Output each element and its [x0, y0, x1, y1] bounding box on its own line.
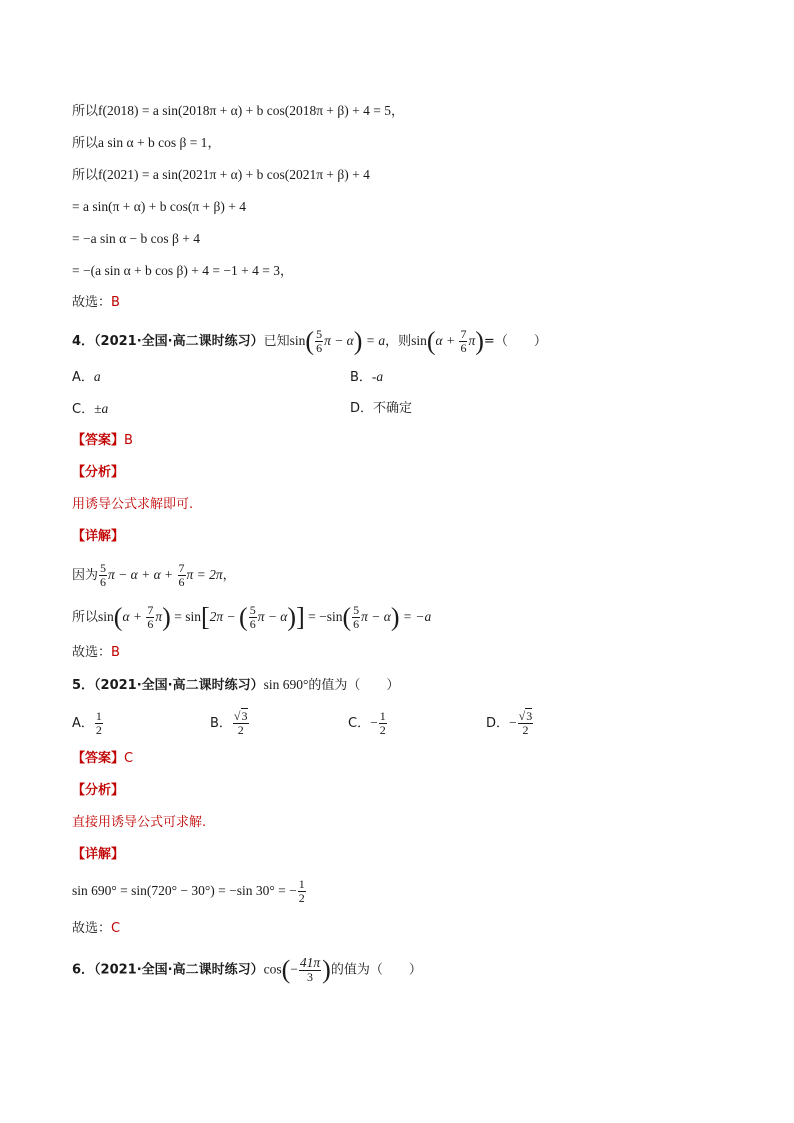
formula: = −(a sin α + b cos β) + 4 = −1 + 4 = 3 [72, 263, 280, 278]
q5-detail-tag: 【详解】 [72, 847, 125, 862]
q4-detail-line-2: 所以sin(α + $\frac{7}{6}$ π) = sin[2π − ( $\frac{5}{6}$ π − α)] = −sin( $\frac{5}{6}$ π − α) = −a [72, 602, 432, 632]
q5-detail-line: sin 690° = sin(720° − 30°) = −sin 30° = − $\frac{1}{2}$ [72, 877, 305, 905]
q5-analysis-tag: 【分析】 [72, 783, 125, 798]
q4-option-a: A．a [72, 369, 101, 385]
formula: = −a sin α − b cos β + 4 [72, 231, 201, 246]
formula: f(2021) = a sin(2021π + α) + b cos(2021π + β) + 4 [98, 167, 370, 182]
q4-detail-tag: 【详解】 [72, 529, 125, 544]
q5-analysis-text: 直接用诱导公式可求解. [72, 815, 207, 830]
solution-line-4 [72, 196, 246, 219]
q4-option-c: C．±a [72, 401, 109, 417]
q4-answer: 【答案】B [72, 433, 133, 448]
solution-line-3: 所以f(2021) = a sin(2021π + α) + b cos(2021π + β) + 4 [72, 167, 370, 183]
formula: f(2018) = a sin(2018π + α) + b cos(2018π + β) + 4 = 5 [98, 103, 391, 118]
final-answer-3: 故选：B [72, 295, 120, 310]
q5-option-d: D．− $\frac{√3}{2}$ [486, 709, 533, 737]
q4-analysis-tag: 【分析】 [72, 465, 125, 480]
q5-option-b: B． $\frac{√3}{2}$ [210, 709, 248, 737]
question-6-stem: 6．（2021·全国·高二课时练习）cos(− $\frac{41\pi}{3}$ )的值为（ ） [72, 955, 422, 984]
q5-option-a: A． $\frac{1}{2}$ [72, 709, 102, 737]
formula: a sin α + b cos β = 1 [98, 135, 208, 150]
q4-final-answer: 故选：B [72, 645, 120, 660]
q5-option-c: C．− $\frac{1}{2}$ [348, 709, 386, 737]
q4-option-b: B．-a [350, 369, 384, 385]
q4-detail-line-1: 因为 $\frac{5}{6}$ π − α + α + $\frac{7}{6}$ π = 2π， [72, 561, 236, 589]
q5-answer: 【答案】C [72, 751, 134, 766]
solution-line-5 [72, 228, 200, 251]
formula: = a sin(π + α) + b cos(π + β) + 4 [72, 199, 246, 214]
question-5-stem: 5．（2021·全国·高二课时练习）sin 690°的值为（ ） [72, 677, 400, 693]
solution-line-2: 所以a sin α + b cos β = 1， [72, 135, 221, 151]
q4-analysis-text: 用诱导公式求解即可. [72, 497, 194, 512]
solution-line-1: 所以f(2018) = a sin(2018π + α) + b cos(2018π + β) + 4 = 5， [72, 103, 404, 119]
q4-option-d: D．不确定 [350, 401, 413, 416]
solution-line-6: = −(a sin α + b cos β) + 4 = −1 + 4 = 3， [72, 263, 293, 279]
question-4-stem: 4．（2021·全国·高二课时练习）已知sin( $\frac{5}{6}$ π − α) = a，则sin(α + $\frac{7}{6}$ π)=（ ） [72, 326, 547, 356]
q5-final-answer: 故选：C [72, 921, 121, 936]
